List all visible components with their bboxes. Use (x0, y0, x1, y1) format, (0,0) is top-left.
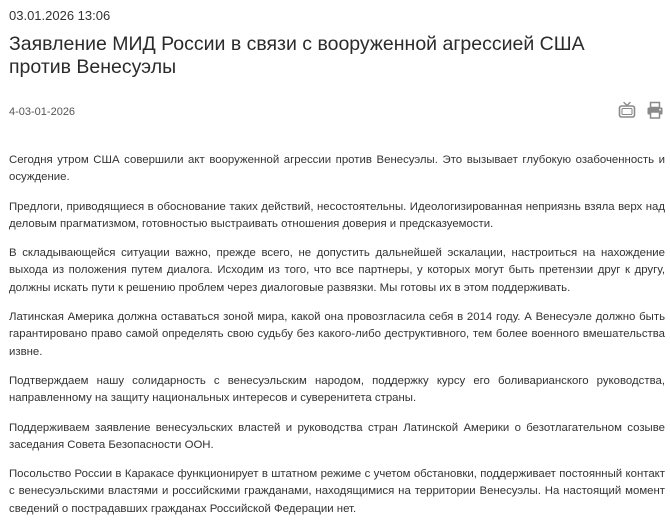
paragraph: В складывающейся ситуации важно, прежде всего, не допустить дальнейшей эскалации, настроиться на нахождение выхода из положения путем диалога. Исходим из того, что все партнеры, у которых могут быть претензии друг к другу, должны искать пути к решению проблем через диалоговые развязки. Мы готовы их в этом поддерживать. (9, 247, 665, 294)
paragraph: Сегодня утром США совершили акт вооруженной агрессии против Венесуэлы. Это вызывает глубокую озабоченность и осуждение. (9, 154, 665, 184)
document-number: 4-03-01-2026 (9, 106, 76, 118)
paragraph: Поддерживаем заявление венесуэльских властей и руководства стран Латинской Америки о безотлагательном созыве заседания Совета Безопасности ООН. (9, 421, 665, 451)
paragraph: Предлоги, приводящиеся в обоснование таких действий, несостоятельны. Идеологизированная неприязнь взяла верх над деловым прагматизмом, готовностью выстраивать отношения доверия и предсказуемости. (9, 200, 665, 230)
tv-icon[interactable] (618, 101, 636, 119)
paragraph: Подтверждаем нашу солидарность с венесуэльским народом, поддержку курсу его боливарианского руководства, направленному на защиту национальных интересов и суверенитета страны. (9, 374, 665, 405)
paragraph: Латинская Америка должна оставаться зоной мира, какой она провозгласила себя в 2014 году. А Венесуэле должно быть гарантировано право самой определять свою судьбу без какого-либо деструктивного, тем более военного вмешательства извне. (9, 311, 665, 358)
action-icons (618, 101, 664, 119)
print-icon[interactable] (646, 101, 664, 119)
page-title: Заявление МИД России в связи с вооруженной агрессией США против Венесуэлы (9, 33, 585, 78)
paragraph: Посольство России в Каракасе функционирует в штатном режиме с учетом обстановки, поддерживает постоянный контакт с венесуэльскими властями и российскими гражданами, находящимися на территории Венесуэлы. На настоящий момент сведений о пострадавших гражданах Российской Федерации нет. (9, 468, 665, 515)
statement-body (9, 152, 665, 530)
publication-datetime: 03.01.2026 13:06 (9, 8, 111, 23)
